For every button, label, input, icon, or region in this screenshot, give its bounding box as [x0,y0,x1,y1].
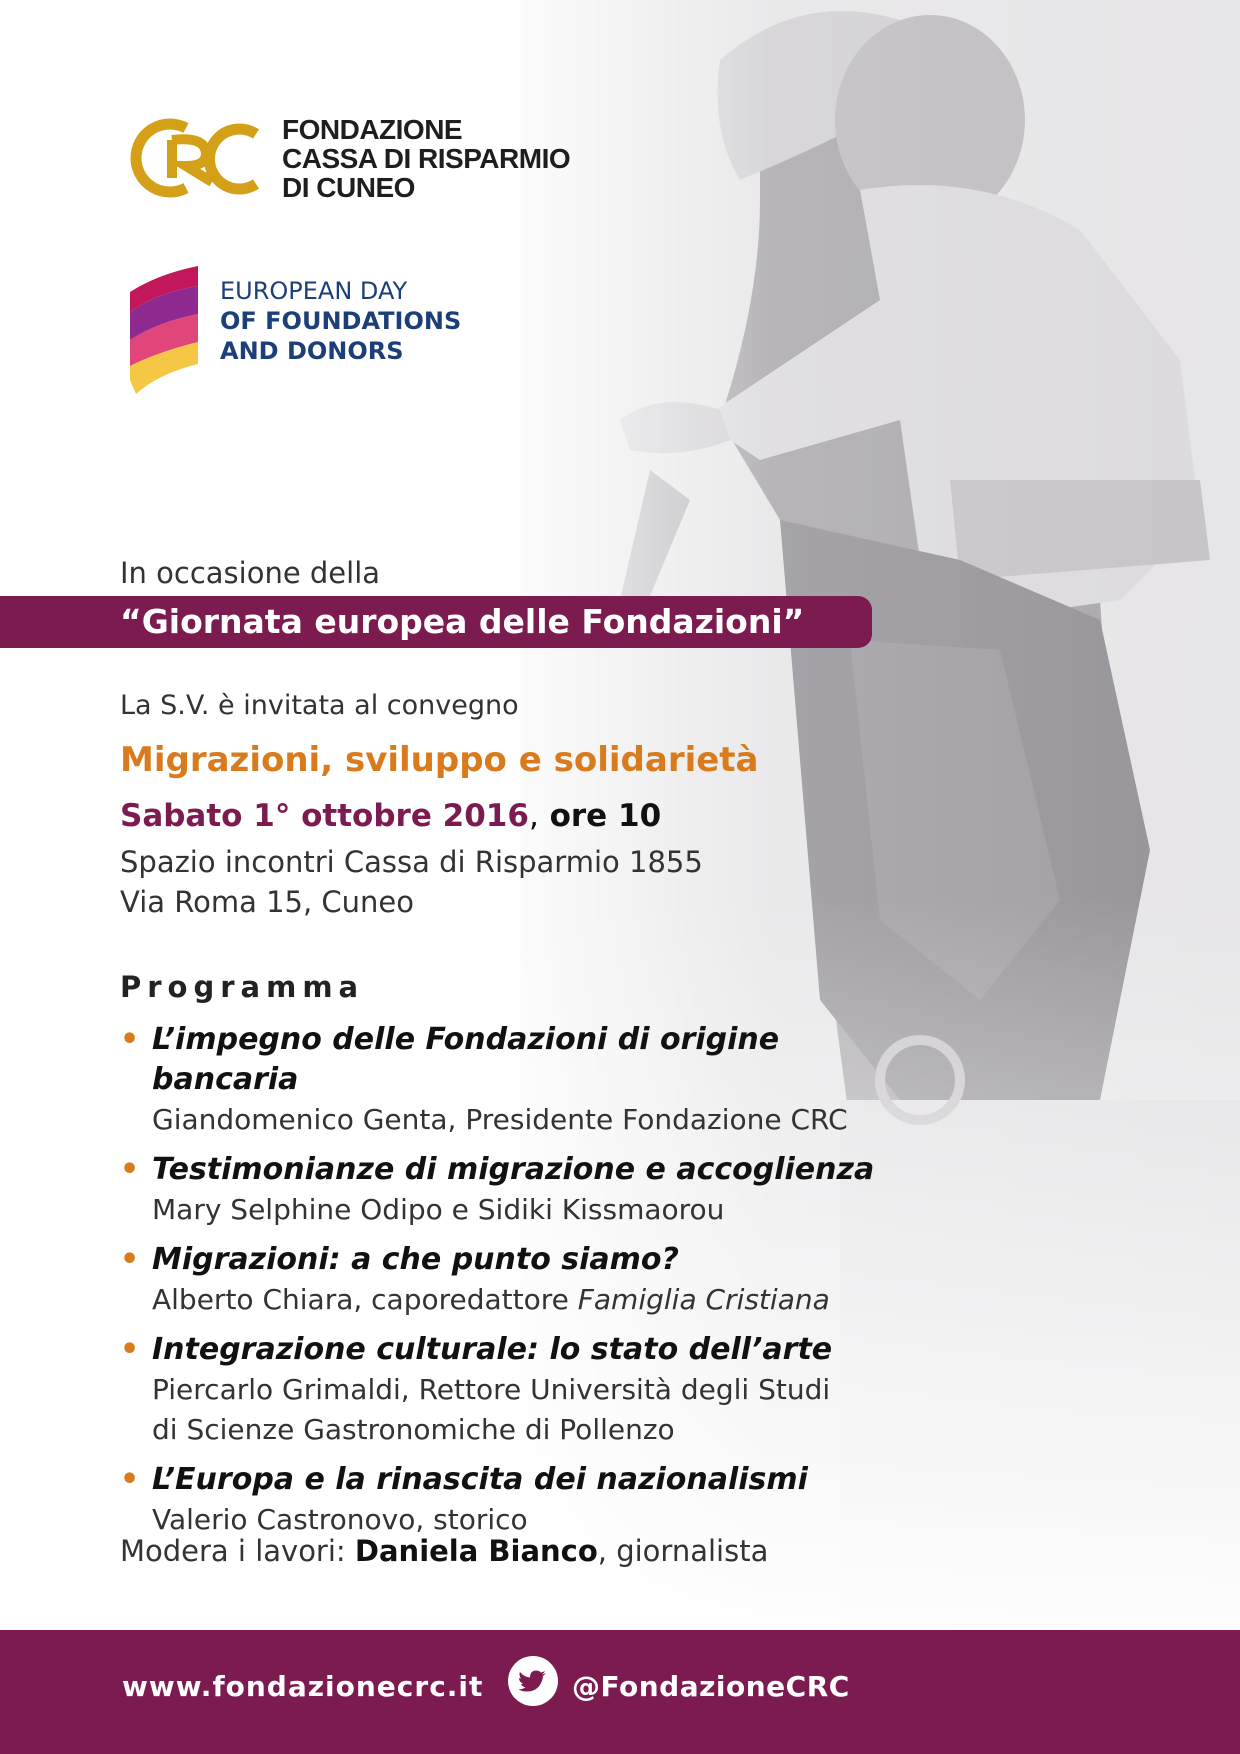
program-item-speaker: Giandomenico Genta, Presidente Fondazione CRC [152,1103,848,1136]
program-item-publication: Famiglia Cristiana [577,1283,830,1316]
crc-logo-line-2: CASSA DI RISPARMIO [282,142,571,174]
moderator-prefix: Modera i lavori: [120,1534,355,1568]
ed-line-1: EUROPEAN DAY [220,277,408,305]
ed-line-3: AND DONORS [220,337,404,365]
program-heading: Programma [120,970,365,1004]
european-day-text [220,276,461,366]
program-item-title: Integrazione culturale: lo stato dell’arte [152,1332,833,1367]
moderator-suffix: , giornalista [597,1534,769,1568]
program-item-speaker: Mary Selphine Odipo e Sidiki Kissmaorou [152,1193,725,1226]
twitter-handle[interactable]: @FondazioneCRC [572,1670,850,1703]
footer [0,1630,1240,1754]
invite-text: La S.V. è invitata al convegno [120,690,519,721]
program-item-speaker-line [152,1280,920,1320]
program-item-title: Testimonianze di migrazione e accoglienza [152,1152,875,1187]
program-item-speaker: Valerio Castronovo, storico [152,1503,528,1536]
fondazione-crc-logo [116,112,570,204]
website-link[interactable]: www.fondazionecrc.it [122,1670,484,1703]
moderator-name: Daniela Bianco [354,1534,598,1568]
event-time: ore 10 [549,798,662,834]
ed-line-2: OF FOUNDATIONS [220,307,462,335]
program-item-speaker: Piercarlo Grimaldi, Rettore Università degli Studi [152,1373,831,1406]
program-list [120,1020,920,1550]
program-item-speaker: Alberto Chiara, caporedattore [152,1283,578,1316]
crc-logo-text [282,115,570,202]
program-item-title: L’Europa e la rinascita dei nazionalismi [152,1462,808,1497]
bullet-icon: • [120,1462,140,1497]
bullet-icon: • [120,1022,140,1057]
program-item-speaker-line-2: di Scienze Gastronomiche di Pollenzo [152,1413,675,1446]
program-item [120,1330,920,1450]
european-day-logo [118,262,461,398]
venue [120,842,703,922]
program-item [120,1150,920,1230]
moderator-line [120,1534,768,1568]
crc-logo-mark [116,112,266,204]
ribbon-icon [118,262,208,398]
venue-line-1: Spazio incontri Cassa di Risparmio 1855 [120,845,703,879]
program-item [120,1020,920,1140]
program-item-title: L’impegno delle Fondazioni di origine bancaria [152,1022,780,1097]
program-item-title: Migrazioni: a che punto siamo? [152,1242,679,1277]
event-date: Sabato 1° ottobre 2016 [120,798,529,834]
date-separator: , [528,798,539,834]
bullet-icon: • [120,1242,140,1277]
program-item [120,1460,920,1540]
program-item [120,1240,920,1320]
twitter-bird-glyph [508,1656,558,1706]
twitter-bird-icon[interactable] [508,1656,558,1706]
date-line [120,798,661,834]
conference-title: Migrazioni, sviluppo e solidarietà [120,740,759,780]
event-banner: “Giornata europea delle Fondazioni” [0,596,872,648]
intro-text: In occasione della [120,556,381,590]
crc-logo-line-1: FONDAZIONE [282,113,463,145]
bullet-icon: • [120,1332,140,1367]
venue-line-2: Via Roma 15, Cuneo [120,885,415,919]
bullet-icon: • [120,1152,140,1187]
crc-logo-line-3: DI CUNEO [282,171,415,203]
